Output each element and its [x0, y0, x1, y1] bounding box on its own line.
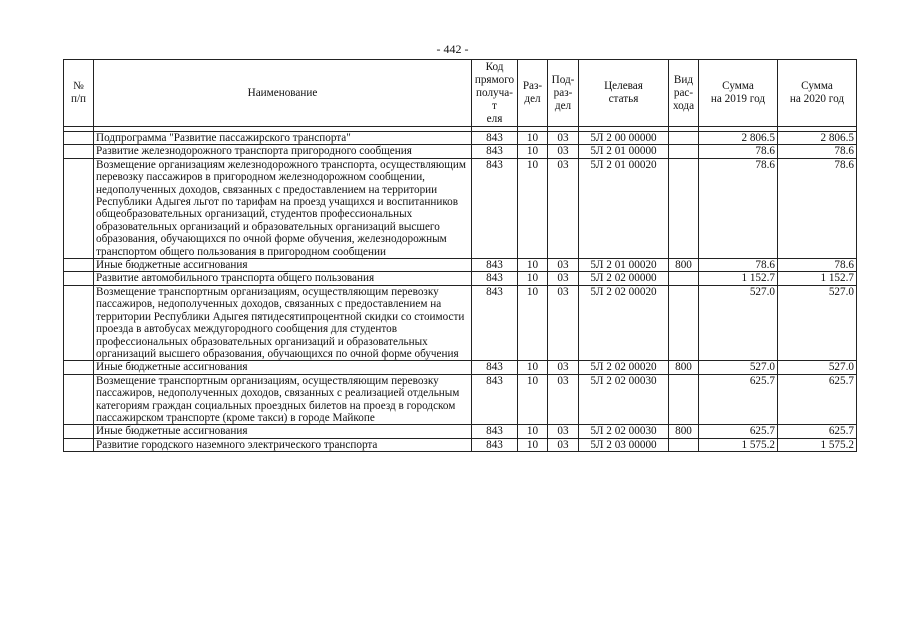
- table-row: [64, 285, 857, 360]
- cell-code: 843: [472, 374, 518, 425]
- cell-num: [64, 425, 94, 438]
- cell-name: Иные бюджетные ассигнования: [94, 361, 472, 374]
- cell-vid: 800: [669, 259, 699, 272]
- cell-sum-2019: 78.6: [699, 145, 778, 158]
- cell-razdel: 10: [518, 374, 548, 425]
- cell-code: 843: [472, 361, 518, 374]
- cell-podrazdel: 03: [548, 374, 579, 425]
- cell-name: Возмещение организациям железнодорожного транспорта, осуществляющим перевозку пассажиров в пригородном железнодорожном сообщении, недополученных доходов, связанных с предоставлением на территории Республики Адыгея льгот по тарифам на проезд учащихся и воспитанников общеобразовательных организаций, студентов профессиональных образовательных организаций и образовательных организаций высшего образования, обучающихся по очной форме обучения, железнодорожным транспортом общего пользования в пригородном сообщении: [94, 158, 472, 258]
- cell-num: [64, 158, 94, 258]
- cell-name: Возмещение транспортным организациям, осуществляющим перевозку пассажиров, недополученных доходов, связанных с предоставлением на территории Республики Адыгея пятидесятипроцентной скидки со стоимости проезда в автобусах междугородного сообщения для студентов профессиональных образовательных организаций и образовательных организаций высшего образования, обучающихся по очной форме обучения: [94, 285, 472, 360]
- table-body: [64, 132, 857, 452]
- cell-num: [64, 438, 94, 451]
- cell-code: 843: [472, 425, 518, 438]
- cell-code: 843: [472, 158, 518, 258]
- cell-razdel: 10: [518, 361, 548, 374]
- cell-statya: 5Л 2 02 00030: [579, 425, 669, 438]
- header-statya: Целевая статья: [579, 60, 669, 127]
- cell-vid: 800: [669, 425, 699, 438]
- budget-table: [63, 59, 857, 452]
- table-row: [64, 374, 857, 425]
- cell-sum-2020: 527.0: [778, 361, 857, 374]
- table-row: [64, 425, 857, 438]
- cell-podrazdel: 03: [548, 145, 579, 158]
- cell-code: 843: [472, 285, 518, 360]
- cell-vid: 800: [669, 361, 699, 374]
- cell-num: [64, 132, 94, 145]
- header-name: Наименование: [94, 60, 472, 127]
- cell-num: [64, 259, 94, 272]
- cell-statya: 5Л 2 02 00020: [579, 361, 669, 374]
- table-row: [64, 158, 857, 258]
- cell-sum-2020: 527.0: [778, 285, 857, 360]
- cell-code: 843: [472, 145, 518, 158]
- cell-vid: [669, 438, 699, 451]
- cell-statya: 5Л 2 03 00000: [579, 438, 669, 451]
- table-row: [64, 361, 857, 374]
- table-row: [64, 272, 857, 285]
- cell-vid: [669, 374, 699, 425]
- page-number: - 442 -: [436, 42, 469, 56]
- cell-razdel: 10: [518, 145, 548, 158]
- cell-statya: 5Л 2 02 00020: [579, 285, 669, 360]
- cell-sum-2019: 2 806.5: [699, 132, 778, 145]
- cell-razdel: 10: [518, 259, 548, 272]
- cell-name: Иные бюджетные ассигнования: [94, 425, 472, 438]
- cell-sum-2020: 1 152.7: [778, 272, 857, 285]
- header-vid: Вид рас- хода: [669, 60, 699, 127]
- cell-name: Подпрограмма "Развитие пассажирского транспорта": [94, 132, 472, 145]
- cell-podrazdel: 03: [548, 132, 579, 145]
- header-num: № п/п: [64, 60, 94, 127]
- header-razdel: Раз- дел: [518, 60, 548, 127]
- cell-sum-2020: 625.7: [778, 425, 857, 438]
- cell-code: 843: [472, 438, 518, 451]
- cell-name: Развитие железнодорожного транспорта пригородного сообщения: [94, 145, 472, 158]
- cell-statya: 5Л 2 02 00000: [579, 272, 669, 285]
- cell-podrazdel: 03: [548, 272, 579, 285]
- cell-name: Развитие городского наземного электрического транспорта: [94, 438, 472, 451]
- table-row: [64, 259, 857, 272]
- cell-sum-2019: 625.7: [699, 425, 778, 438]
- cell-podrazdel: 03: [548, 438, 579, 451]
- cell-podrazdel: 03: [548, 158, 579, 258]
- cell-podrazdel: 03: [548, 259, 579, 272]
- cell-vid: [669, 285, 699, 360]
- cell-num: [64, 285, 94, 360]
- header-podrazdel: Под- раз- дел: [548, 60, 579, 127]
- cell-code: 843: [472, 259, 518, 272]
- table-header-row: [64, 60, 857, 127]
- cell-sum-2020: 2 806.5: [778, 132, 857, 145]
- cell-statya: 5Л 2 01 00020: [579, 158, 669, 258]
- cell-sum-2020: 78.6: [778, 145, 857, 158]
- table-row: [64, 145, 857, 158]
- cell-num: [64, 145, 94, 158]
- cell-name: Возмещение транспортным организациям, осуществляющим перевозку пассажиров, недополученных доходов, связанных с реализацией отдельным категориям граждан социальных проездных билетов на проезд в городском пассажирском транспорте (кроме такси) в городе Майкопе: [94, 374, 472, 425]
- cell-sum-2020: 78.6: [778, 158, 857, 258]
- cell-vid: [669, 158, 699, 258]
- header-sum-2020: Сумма на 2020 год: [778, 60, 857, 127]
- cell-sum-2019: 78.6: [699, 158, 778, 258]
- cell-sum-2019: 1 152.7: [699, 272, 778, 285]
- cell-num: [64, 361, 94, 374]
- cell-code: 843: [472, 272, 518, 285]
- table-row: [64, 438, 857, 451]
- cell-razdel: 10: [518, 158, 548, 258]
- cell-sum-2019: 527.0: [699, 285, 778, 360]
- cell-razdel: 10: [518, 285, 548, 360]
- header-code: Код прямого получа-т еля: [472, 60, 518, 127]
- cell-vid: [669, 145, 699, 158]
- cell-razdel: 10: [518, 425, 548, 438]
- cell-num: [64, 374, 94, 425]
- cell-sum-2019: 527.0: [699, 361, 778, 374]
- cell-razdel: 10: [518, 272, 548, 285]
- cell-razdel: 10: [518, 438, 548, 451]
- cell-statya: 5Л 2 01 00020: [579, 259, 669, 272]
- cell-statya: 5Л 2 00 00000: [579, 132, 669, 145]
- cell-podrazdel: 03: [548, 361, 579, 374]
- cell-sum-2019: 625.7: [699, 374, 778, 425]
- table-row: [64, 132, 857, 145]
- cell-podrazdel: 03: [548, 425, 579, 438]
- cell-num: [64, 272, 94, 285]
- cell-podrazdel: 03: [548, 285, 579, 360]
- cell-razdel: 10: [518, 132, 548, 145]
- cell-code: 843: [472, 132, 518, 145]
- cell-statya: 5Л 2 01 00000: [579, 145, 669, 158]
- cell-name: Иные бюджетные ассигнования: [94, 259, 472, 272]
- cell-sum-2019: 78.6: [699, 259, 778, 272]
- header-sum-2019: Сумма на 2019 год: [699, 60, 778, 127]
- cell-sum-2020: 78.6: [778, 259, 857, 272]
- cell-sum-2020: 1 575.2: [778, 438, 857, 451]
- cell-statya: 5Л 2 02 00030: [579, 374, 669, 425]
- cell-name: Развитие автомобильного транспорта общего пользования: [94, 272, 472, 285]
- cell-sum-2019: 1 575.2: [699, 438, 778, 451]
- cell-sum-2020: 625.7: [778, 374, 857, 425]
- cell-vid: [669, 132, 699, 145]
- cell-vid: [669, 272, 699, 285]
